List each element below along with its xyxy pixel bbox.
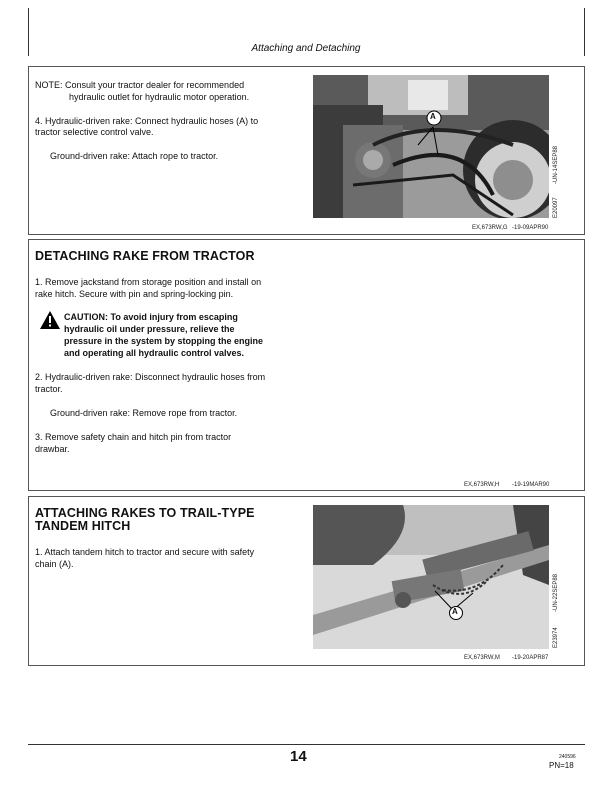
callout-a-label: A bbox=[452, 607, 458, 616]
note-line-1: NOTE: Consult your tractor dealer for recommended bbox=[35, 80, 245, 90]
doc-date: -19-19MAR90 bbox=[512, 482, 550, 488]
section-heading-detaching: DETACHING RAKE FROM TRACTOR bbox=[35, 249, 255, 263]
section-heading-tandem-2: TANDEM HITCH bbox=[35, 519, 131, 533]
step4-line-2: tractor selective control valve. bbox=[35, 127, 154, 137]
step1-line-1: 1. Remove jackstand from storage position and install on bbox=[35, 277, 262, 287]
section-heading-tandem-1: ATTACHING RAKES TO TRAIL-TYPE bbox=[35, 506, 255, 520]
photo-id-code: E23974 bbox=[553, 627, 559, 648]
footer-rule bbox=[28, 744, 585, 745]
caution-line-3: pressure in the system by stopping the engine bbox=[64, 336, 264, 346]
warning-icon bbox=[40, 311, 60, 329]
step1-line-2: rake hitch. Secure with pin and spring-locking pin. bbox=[35, 289, 234, 299]
callout-a-label: A bbox=[430, 112, 436, 121]
page-header-title: Attaching and Detaching bbox=[251, 43, 361, 54]
tractor-hydraulic-hoses-photo bbox=[313, 75, 549, 218]
step3-line-2: drawbar. bbox=[35, 444, 70, 454]
step2-line-2: tractor. bbox=[35, 384, 63, 394]
doc-code: EX,673RW,M bbox=[464, 655, 500, 661]
ground-driven-remove-rope: Ground-driven rake: Remove rope from tractor. bbox=[50, 408, 238, 418]
footer-small-code: 240596 bbox=[559, 754, 576, 760]
doc-date: -19-20APR87 bbox=[512, 655, 549, 661]
caution-line-1: CAUTION: To avoid injury from escaping bbox=[64, 312, 238, 322]
step1-line-1: 1. Attach tandem hitch to tractor and secure with safety bbox=[35, 547, 255, 557]
photo-id-code: E20097 bbox=[553, 197, 559, 218]
tandem-hitch-photo bbox=[313, 505, 549, 649]
page-reference: PN=18 bbox=[549, 761, 574, 770]
step1-line-2: chain (A). bbox=[35, 559, 74, 569]
note-line-2: hydraulic outlet for hydraulic motor operation. bbox=[69, 92, 250, 102]
ground-driven-attach-rope: Ground-driven rake: Attach rope to tractor. bbox=[50, 151, 219, 161]
caution-line-4: and operating all hydraulic control valves. bbox=[64, 348, 245, 358]
page-number: 14 bbox=[290, 748, 307, 765]
doc-date: -19-09APR90 bbox=[512, 225, 549, 231]
step2-line-1: 2. Hydraulic-driven rake: Disconnect hydraulic hoses from bbox=[35, 372, 266, 382]
doc-code: EX,673RW,H bbox=[464, 482, 500, 488]
photo-ref-code: -UN-14SEP88 bbox=[553, 145, 559, 184]
step3-line-1: 3. Remove safety chain and hitch pin from tractor bbox=[35, 432, 232, 442]
step4-line-1: 4. Hydraulic-driven rake: Connect hydraulic hoses (A) to bbox=[35, 116, 259, 126]
photo-ref-code: -UN-22SEP88 bbox=[553, 573, 559, 612]
caution-line-2: hydraulic oil under pressure, relieve the bbox=[64, 324, 235, 334]
doc-code: EX,673RW,G bbox=[472, 225, 508, 231]
